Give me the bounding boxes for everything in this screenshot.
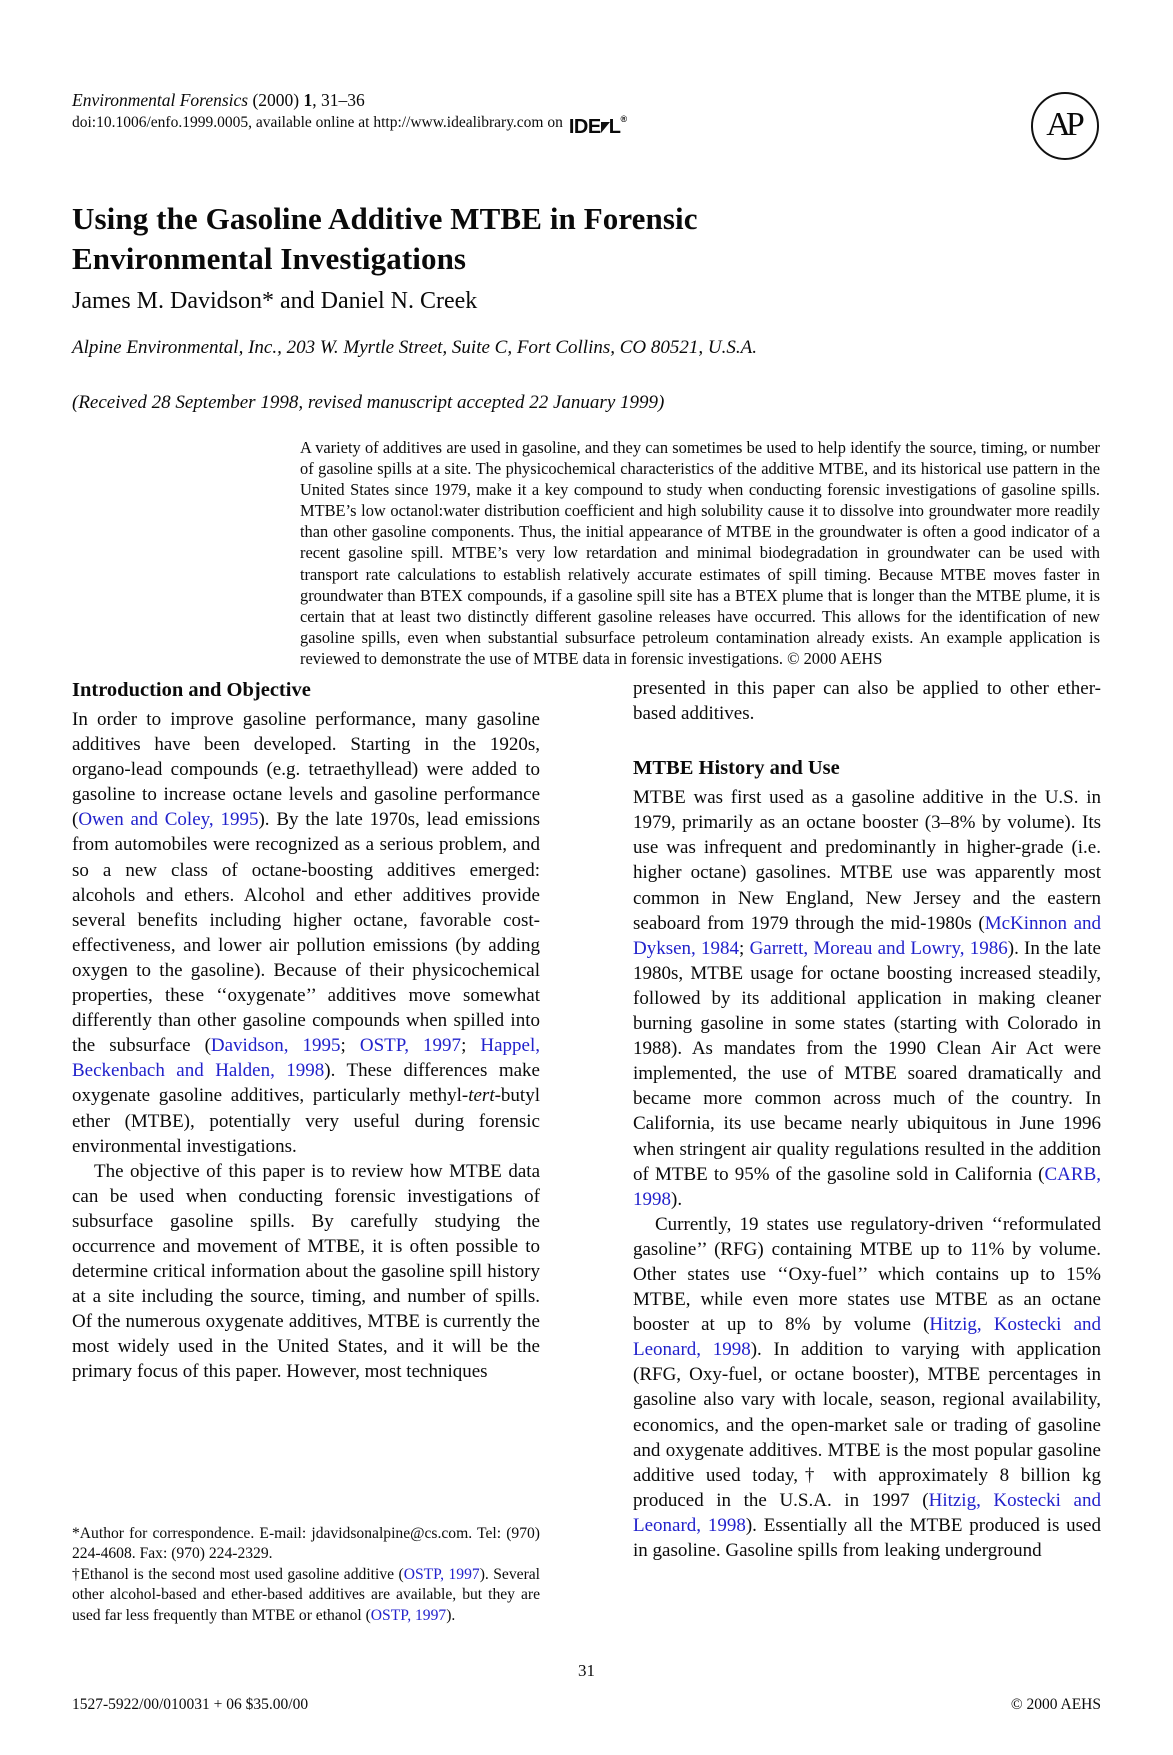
article-title: Using the Gasoline Additive MTBE in Forensic Environmental Investigations	[72, 200, 698, 276]
citation-owen-coley-1995[interactable]: Owen and Coley, 1995	[78, 809, 259, 831]
idealibrary-logo-icon	[568, 114, 627, 138]
citation-davidson-1995[interactable]: Davidson, 1995	[210, 1035, 341, 1057]
left-p1-sep-2: ;	[461, 1035, 481, 1057]
academic-press-logo-icon	[1031, 92, 1099, 160]
right-p1-sep-1: ;	[739, 937, 750, 959]
page-footer	[72, 1695, 1101, 1715]
right-p2-text-a: Currently, 19 states use regulatory-driven ‘‘reformulated gasoline’’ (RFG) containing MTBE up to 11% by volume. Other states use ‘‘Oxy-fuel’’ which contains up to 15% MTBE, while even more states use MTBE as an octane booster at up to 8% by volume (	[633, 1213, 1101, 1336]
citation-mckinnon-dyksen-1984[interactable]: McKinnon and Dyksen, 1984	[633, 912, 1101, 959]
ap-monogram: AP	[1046, 106, 1080, 143]
journal-title: Environmental Forensics	[72, 90, 249, 110]
journal-pages: , 31–36	[312, 90, 365, 110]
section-heading-introduction: Introduction and Objective	[72, 679, 311, 701]
citation-ostp-1997[interactable]: OSTP, 1997	[359, 1035, 462, 1057]
abstract-block	[300, 437, 1100, 669]
citation-ostp-1997-footnote-2[interactable]: OSTP, 1997	[370, 1606, 447, 1624]
ideal-logo-part2: L	[608, 116, 621, 138]
journal-masthead	[72, 88, 832, 138]
journal-volume: 1	[303, 90, 313, 110]
ideal-logo-part1: IDE	[568, 116, 601, 138]
doi-line	[72, 112, 832, 138]
footnote-2-text-a: †Ethanol is the second most used gasoline additive (	[72, 1565, 404, 1583]
left-p1-text-c: ). These differences make oxygenate gasoline additives, particularly methyl-	[72, 1060, 540, 1107]
citation-happel-1998[interactable]: Happel, Beckenbach and Halden, 1998	[72, 1035, 541, 1082]
footnote-2-text-b: ). Several other alcohol-based and ether-based additives are available, but they are used far less frequently than MTBE or ethanol (	[72, 1565, 541, 1624]
right-p1-text-c: ).	[671, 1188, 683, 1210]
abstract-text: A variety of additives are used in gasoline, and they can sometimes be used to help identify the source, timing, or number of gasoline spills at a site. The physicochemical characteristics of the additive MTBE, and its historical use pattern in the United States since 1979, make it a key compound to study when conducting forensic investigations of gasoline spills. MTBE’s low octanol:water distribution coefficient and high solubility cause it to dissolve into groundwater more readily than other gasoline components. Thus, the initial appearance of MTBE in the groundwater is often a good indicator of a recent gasoline spill. MTBE’s very low retardation and minimal biodegradation in groundwater can be used with transport rate calculations to establish relatively accurate estimates of spill timing. Because MTBE moves faster in groundwater than BTEX compounds, if a gasoline spill site has a BTEX plume that is longer than the MTBE plume, it is certain that at least two distinctly different gasoline releases have occurred. This allows for the identification of new gasoline spills, even when substantial subsurface petroleum contamination already exists. An example application is reviewed to demonstrate the use of MTBE data in forensic investigations.	[300, 438, 1100, 668]
right-p1-text-a: MTBE was first used as a gasoline additive in the U.S. in 1979, primarily as an octane booster (3–8% by volume). Its use was infrequent and predominantly in higher-grade (i.e. higher octane) gasolines. MTBE use was apparently most common in New England, New Jersey and the eastern seaboard from 1979 through the mid-1980s (	[633, 787, 1101, 934]
article-authors: James M. Davidson* and Daniel N. Creek	[72, 288, 478, 314]
journal-year: (2000)	[248, 90, 304, 110]
author-affiliation: Alpine Environmental, Inc., 203 W. Myrtle Street, Suite C, Fort Collins, CO 80521, U.S.A.	[72, 337, 757, 358]
registered-mark-icon: ®	[620, 114, 627, 124]
left-p1-text-d: -butyl ether (MTBE), potentially very useful during forensic environmental investigations.	[72, 1085, 540, 1157]
right-paragraph-continued: presented in this paper can also be applied to other ether-based additives.	[633, 678, 1101, 725]
footnote-2-text-c: ).	[446, 1606, 456, 1624]
doi-text: doi:10.1006/enfo.1999.0005, available online at http://www.idealibrary.com on	[72, 114, 563, 131]
left-p1-text-b: ). By the late 1970s, lead emissions from automobiles were recognized as a serious problem, and so a new class of octane-boosting additives emerged: alcohols and ethers. Alcohol and ether additives provide several benefits including higher octane, favorable cost-effectiveness, and lower air pollution emissions (by adding oxygen to the gasoline). Because of their physicochemical properties, these ‘‘oxygenate’’ additives move somewhat differently than other gasoline compounds when spilled into the subsurface (	[72, 809, 540, 1057]
page-number: 31	[578, 1661, 595, 1680]
issn-price-line: 1527-5922/00/010031 + 06 $35.00/00	[72, 1696, 309, 1713]
abstract-paragraph	[300, 437, 1100, 669]
left-p1-sep-1: ;	[340, 1035, 360, 1057]
body-columns	[72, 676, 1101, 1561]
left-paragraph-1	[72, 707, 540, 1159]
left-p1-tert-italic: tert	[468, 1085, 495, 1107]
right-p2-text-b: ). In addition to varying with application (RFG, Oxy-fuel, or octane booster), MTBE percentages in gasoline also vary with locale, season, regional availability, economics, and the open-market sale or trading of gasoline and oxygenate additives. MTBE is the most popular gasoline additive used today,† with approximately 8 billion kg produced in the U.S.A. in 1997 (	[633, 1339, 1101, 1511]
right-paragraph-1	[633, 785, 1101, 1212]
citation-hitzig-1998-first[interactable]: Hitzig, Kostecki and Leonard, 1998	[633, 1314, 1101, 1361]
right-column	[633, 676, 1101, 1563]
footer-copyright: © 2000 AEHS	[1010, 1696, 1101, 1713]
ideal-logo-triangle-icon	[601, 122, 610, 133]
footnote-block	[72, 1524, 540, 1626]
abstract-copyright: © 2000 AEHS	[787, 648, 883, 668]
citation-carb-1998[interactable]: CARB, 1998	[633, 1163, 1101, 1210]
left-p1-text-a: In order to improve gasoline performance, many gasoline additives have been developed. Starting in the 1920s, organo-lead compounds (e.g. tetraethyllead) were added to gasoline to increase octane levels and gasoline performance (	[72, 709, 540, 831]
right-p2-text-c: ). Essentially all the MTBE produced is used in gasoline. Gasoline spills from leaking underground	[633, 1514, 1101, 1561]
citation-ostp-1997-footnote-1[interactable]: OSTP, 1997	[403, 1565, 480, 1583]
citation-hitzig-1998-second[interactable]: Hitzig, Kostecki and Leonard, 1998	[633, 1489, 1101, 1536]
section-heading-mtbe-history: MTBE History and Use	[633, 757, 840, 780]
received-date-line: (Received 28 September 1998, revised manuscript accepted 22 January 1999)	[72, 392, 665, 413]
left-column	[72, 676, 540, 1385]
left-paragraph-2: The objective of this paper is to review how MTBE data can be used when conducting forensic investigations of subsurface gasoline spills. By carefully studying the occurrence and movement of MTBE, it is often possible to determine critical information about the gasoline spill history at a site including the source, timing, and number of spills. Of the numerous oxygenate additives, MTBE is currently the most widely used in the United States, and it will be the primary focus of this paper. However, most techniques	[72, 1160, 540, 1383]
footnote-ethanol	[72, 1565, 540, 1626]
right-paragraph-2	[633, 1212, 1101, 1563]
citation-garrett-1986[interactable]: Garrett, Moreau and Lowry, 1986	[749, 937, 1008, 959]
page-sheet	[72, 0, 1101, 1755]
journal-citation-line	[72, 88, 832, 112]
right-p1-text-b: ). In the late 1980s, MTBE usage for octane boosting increased steadily, followed by its additional application in making cleaner burning gasoline in some states (starting with Colorado in 1988). As mandates from the 1990 Clean Air Act were implemented, the use of MTBE soared dramatically and became more common across much of the country. In California, its use became nearly ubiquitous in June 1996 when stringent air quality regulations resulted in the addition of MTBE to 95% of the gasoline sold in California (	[633, 937, 1101, 1185]
footnote-corresponding-author: *Author for correspondence. E-mail: jdavidsonalpine@cs.com. Tel: (970) 224-4608. Fax: (970) 224-2329.	[72, 1525, 540, 1563]
